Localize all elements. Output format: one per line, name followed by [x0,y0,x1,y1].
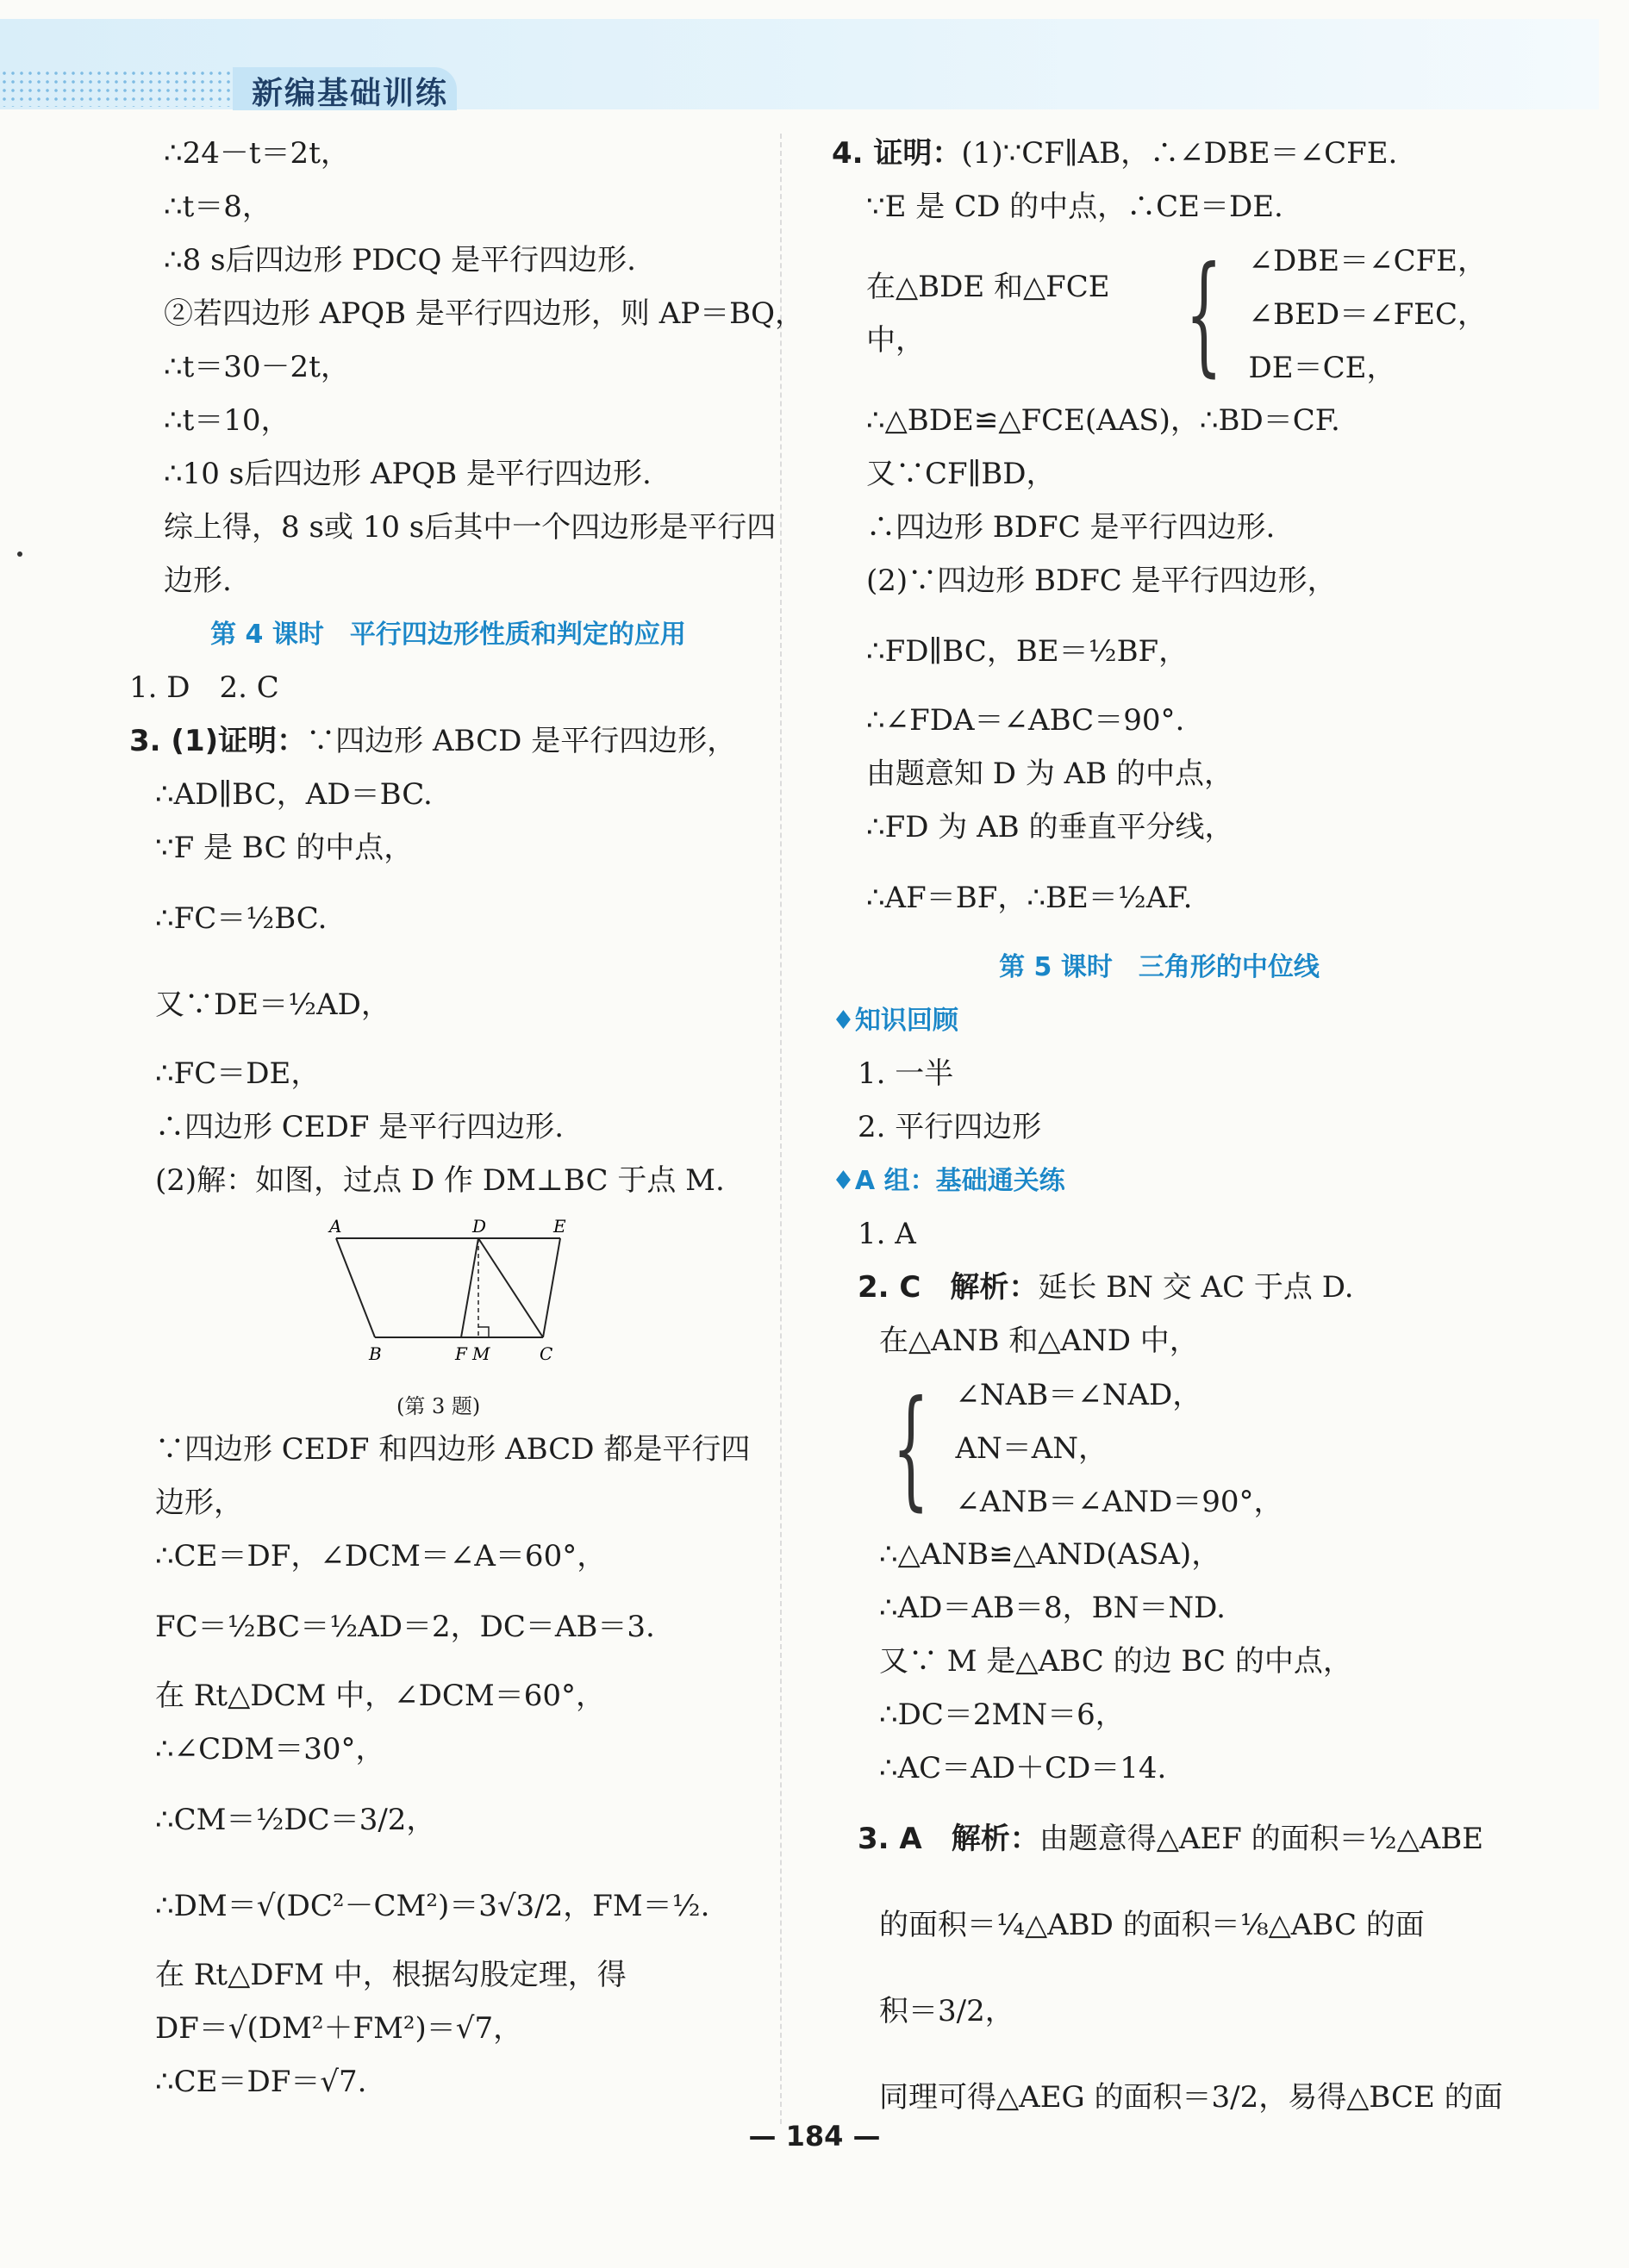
text-line: ∴AD∥BC，AD＝BC. [155,777,433,812]
system-line: ∠BED＝∠FEC， [1248,297,1487,332]
text-line: ∴CE＝DF，∠DCM＝∠A＝60°， [155,1539,607,1573]
section-title-lesson-4: 第 4 课时 平行四边形性质和判定的应用 [210,620,686,650]
analysis-label: 2. C 解析： [858,1270,1039,1305]
text-line: ∴t＝30－2t， [164,350,350,384]
subheading-group-a [832,1155,1487,1208]
left-brace: { [1185,240,1223,389]
text-line: ∴FD 为 AB 的垂直平分线， [866,810,1234,844]
question-3-line [832,1796,1487,1882]
label-a: A [329,1217,342,1237]
text-span: ∵四边形 ABCD 是平行四边形， [306,724,737,758]
equation-system [832,234,1487,395]
text-line: ∴△ANB≌△AND(ASA)， [879,1537,1221,1572]
text-line: ∴AC＝AD＋CD＝14. [879,1751,1167,1785]
text-line: ∴AD＝AB＝8，BN＝ND. [879,1591,1226,1625]
text-line: 1. A [858,1217,916,1251]
system-lines [1249,234,1487,395]
text-line: (2)∵四边形 BDFC 是平行四边形， [866,564,1337,598]
label-m: M [472,1343,490,1364]
question-3-part-1 [129,715,767,769]
text-line: ∴AF＝BF，∴BE＝½AF. [866,881,1193,915]
text-line: ∴∠CDM＝30°， [155,1732,385,1766]
text-line: ∴t＝8， [164,190,272,224]
diamond-icon: ♦ [832,1006,855,1036]
text-line: ∵F 是 BC 的中点， [155,831,414,865]
page-number: — 184 — [748,2120,881,2153]
text-line: ∴t＝10， [164,403,290,438]
text-line: 在△ANB 和△AND 中， [879,1324,1199,1358]
system-lines [955,1368,1283,1529]
system-line: AN＝AN， [955,1431,1108,1466]
text-line: ∴∠FDA＝∠ABC＝90°. [866,703,1185,738]
text-span: 延长 BN 交 AC 于点 D. [1038,1270,1354,1305]
text-line: 又∵DE＝½AD， [155,988,390,1022]
text-line: ∴8 s后四边形 PDCQ 是平行四边形. [164,243,636,277]
label-e: E [553,1217,566,1237]
text-line: 综上得，8 s或 10 s后其中一个四边形是平行四 [164,510,777,545]
text-line: ②若四边形 APQB 是平行四边形，则 AP＝BQ， [164,296,805,331]
figure-caption: (第 3 题) [396,1394,481,1418]
section-title-lesson-5: 第 5 课时 三角形的中位线 [999,952,1320,982]
text-line: 在 Rt△DFM 中，根据勾股定理，得 [155,1958,627,1992]
text-line: (2)解：如图，过点 D 作 DM⊥BC 于点 M. [155,1163,725,1198]
text-line: FC＝½BC＝½AD＝2，DC＝AB＝3. [155,1610,655,1644]
subheading-knowledge-review [832,994,1487,1048]
parallelogram-diagram [328,1217,569,1380]
header-title: 新编基础训练 [252,76,449,111]
label-d: D [472,1217,487,1237]
question-2-line [832,1262,1487,1315]
column-divider [780,134,782,2124]
text-line: 又∵ M 是△ABC 的边 BC 的中点， [879,1644,1352,1679]
text-line: 1. 一半 [858,1056,954,1091]
system-prefix: 在△BDE 和△FCE 中， [866,270,1110,358]
text-line: ∴四边形 CEDF 是平行四边形. [155,1110,565,1144]
system-line: ∠ANB＝∠AND＝90°， [955,1485,1283,1519]
system-line: DE＝CE， [1248,351,1396,385]
label-b: B [369,1343,382,1364]
system-line: ∠NAB＝∠NAD， [955,1378,1202,1412]
text-line: ∴24－t＝2t， [164,136,350,171]
question-4-line [832,128,1487,181]
text-line: ∴CM＝½DC＝3/2， [155,1803,436,1837]
analysis-label: 3. A 解析： [858,1822,1039,1856]
text-line: 边形， [155,1486,243,1520]
label-c: C [540,1343,553,1364]
text-span: 由题意得△AEF 的面积＝½△ABE [1039,1822,1484,1856]
left-column [129,128,805,2109]
text-line: 2. 平行四边形 [858,1110,1042,1144]
proof-label: 3. (1)证明： [129,724,307,758]
figure-question-3 [129,1208,767,1424]
proof-label: 4. 证明： [832,136,962,171]
left-brace: { [892,1374,930,1523]
text-line: 在 Rt△DCM 中，∠DCM＝60°， [155,1679,605,1713]
margin-dot [17,551,22,557]
right-column [832,128,1503,2140]
text-line: ∴CE＝DF＝√7. [155,2065,367,2099]
text-line: 的面积＝¼△ABD 的面积＝⅛△ABC 的面 [879,1908,1425,1942]
text-line: 积＝3/2， [879,1994,1014,2028]
answers-1-2: 1. D 2. C [129,670,279,705]
text-line: ∴FC＝DE， [155,1056,321,1091]
system-line: ∠DBE＝∠CFE， [1248,244,1487,278]
text-line: ∴DM＝√(DC²－CM²)＝3√3/2，FM＝½. [155,1889,710,1923]
text-line: ∵E 是 CD 的中点，∴CE＝DE. [866,190,1283,224]
text-line: ∵四边形 CEDF 和四边形 ABCD 都是平行四 [155,1432,751,1467]
text-line: DF＝√(DM²＋FM²)＝√7， [155,2011,523,2046]
text-line: ∴FC＝½BC. [155,901,328,936]
diamond-icon: ♦ [832,1166,855,1196]
text-line: 边形. [164,564,232,598]
subheading-label: A 组：基础通关练 [854,1166,1065,1196]
header-dot-pattern [0,69,233,107]
text-span: (1)∵CF∥AB，∴∠DBE＝∠CFE. [961,136,1398,171]
text-line: ∴10 s后四边形 APQB 是平行四边形. [164,457,652,491]
text-line: ∴DC＝2MN＝6， [879,1698,1125,1732]
text-line: ∴四边形 BDFC 是平行四边形. [866,510,1276,545]
subheading-label: 知识回顾 [854,1006,958,1036]
text-line: ∴△BDE≌△FCE(AAS)，∴BD＝CF. [866,403,1340,438]
label-f: F [455,1343,467,1364]
text-line: 由题意知 D 为 AB 的中点， [866,757,1234,791]
equation-system [832,1368,1487,1529]
text-line: 同理可得△AEG 的面积＝3/2，易得△BCE 的面 [879,2080,1503,2115]
text-line: 又∵CF∥BD， [866,457,1056,491]
text-line: ∴FD∥BC，BE＝½BF， [866,634,1189,669]
